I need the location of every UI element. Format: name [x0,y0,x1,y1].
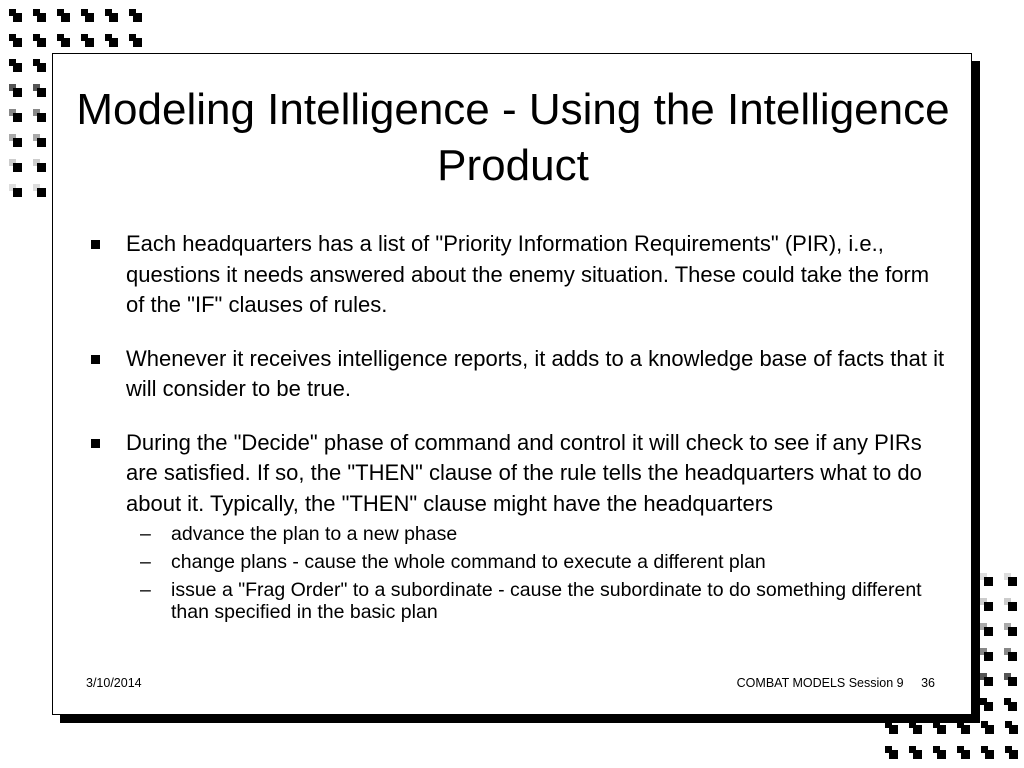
decorative-square-icon [129,9,142,22]
decorative-square-icon [9,84,22,97]
decorative-square-icon [81,9,94,22]
decorative-square-icon [129,34,142,47]
decorative-square-icon [1005,746,1018,759]
decorative-square-icon [105,34,118,47]
square-bullet-icon [91,439,100,448]
decorative-square-icon [57,34,70,47]
decorative-square-icon [33,9,46,22]
decorative-square-icon [1004,673,1017,686]
decorative-square-icon [81,34,94,47]
decorative-square-icon [1004,623,1017,636]
decorative-square-icon [1005,721,1018,734]
decorative-square-icon [33,159,46,172]
decorative-square-icon [1004,648,1017,661]
decorative-square-icon [980,573,993,586]
decorative-square-icon [9,34,22,47]
square-bullet-icon [91,240,100,249]
decorative-square-icon [57,9,70,22]
dash-bullet-icon: – [140,523,151,545]
sub-bullet-item [126,551,949,573]
sub-bullet-list [126,523,949,623]
dash-bullet-icon: – [140,551,151,573]
decorative-square-icon [980,598,993,611]
slide-panel [52,53,972,715]
decorative-square-icon [9,59,22,72]
decorative-square-icon [957,746,970,759]
decorative-square-icon [980,623,993,636]
bullet-text: Whenever it receives intelligence reports, it adds to a knowledge base of facts that it will consider to be true. [126,345,945,401]
decorative-square-icon [980,648,993,661]
decorative-square-icon [9,159,22,172]
decorative-square-icon [909,746,922,759]
bullet-item [89,229,949,321]
dash-bullet-icon: – [140,579,151,601]
decorative-square-icon [9,134,22,147]
decorative-square-icon [933,746,946,759]
sub-bullet-item [126,523,949,545]
footer-date: 3/10/2014 [86,676,142,690]
bullet-list [89,229,949,646]
decorative-square-icon [9,184,22,197]
square-bullet-icon [91,355,100,364]
decorative-square-icon [33,84,46,97]
decorative-square-icon [9,9,22,22]
decorative-square-icon [980,673,993,686]
bullet-text: During the "Decide" phase of command and control it will check to see if any PIRs are satisfied. If so, the "THEN" clause of the rule tells the headquarters what to do about it. Typically, the "THEN" clause might have the headquarters [126,429,922,516]
decorative-square-icon [981,746,994,759]
sub-bullet-text: advance the plan to a new phase [171,523,458,545]
decorative-square-icon [980,698,993,711]
bullet-text: Each headquarters has a list of "Priority Information Requirements" (PIR), i.e., questions it needs answered about the enemy situation. These could take the form of the "IF" clauses of rules. [126,231,930,317]
page-number: 36 [921,676,935,690]
bullet-item [89,344,949,405]
decorative-square-icon [33,59,46,72]
footer-course: COMBAT MODELS Session 9 [736,676,904,690]
decorative-square-icon [33,184,46,197]
decorative-square-icon [33,109,46,122]
bullet-item [89,428,949,624]
footer-right [737,676,935,690]
sub-bullet-item [126,579,949,623]
decorative-square-icon [105,9,118,22]
decorative-square-icon [1004,573,1017,586]
decorative-square-icon [1004,598,1017,611]
decorative-square-icon [981,721,994,734]
sub-bullet-text: change plans - cause the whole command to execute a different plan [171,551,766,573]
decorative-square-icon [1004,698,1017,711]
decorative-square-icon [33,34,46,47]
sub-bullet-text: issue a "Frag Order" to a subordinate - cause the subordinate to do something different than specified in the basic plan [171,579,922,623]
decorative-square-icon [885,746,898,759]
slide-title: Modeling Intelligence - Using the Intelligence Product [76,85,950,190]
decorative-square-icon [9,109,22,122]
decorative-square-icon [33,134,46,147]
